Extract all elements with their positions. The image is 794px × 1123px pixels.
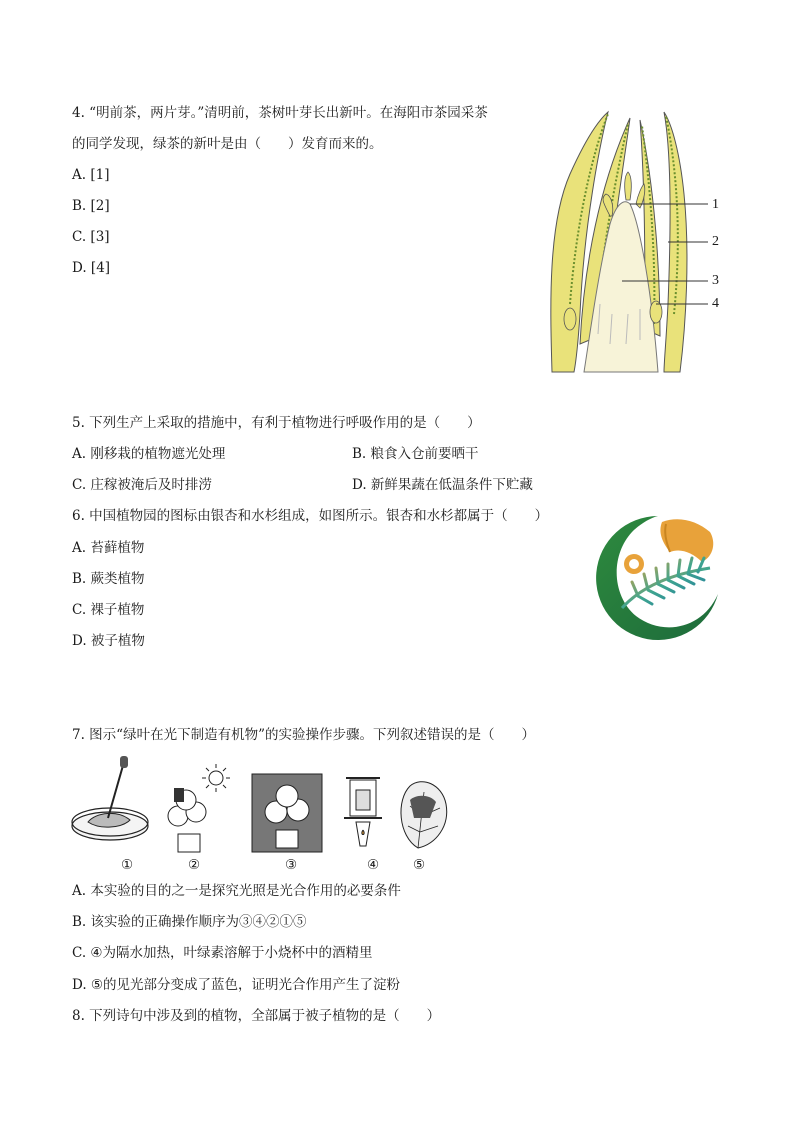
- q7-option-d[interactable]: D. ⑤的见光部分变成了蓝色，证明光合作用产生了淀粉: [72, 977, 401, 993]
- step3-dark-box-illustration: [252, 774, 322, 852]
- q5-option-c[interactable]: C. 庄稼被淹后及时排涝: [72, 477, 212, 493]
- q5-option-b[interactable]: B. 粮食入仓前要晒干: [352, 446, 479, 462]
- q7-option-a[interactable]: A. 本实验的目的之一是探究光照是光合作用的必要条件: [72, 883, 401, 899]
- q8-stem: 8. 下列诗句中涉及到的植物，全部属于被子植物的是（ ）: [72, 1008, 441, 1024]
- q6-option-c[interactable]: C. 裸子植物: [72, 602, 145, 618]
- q4-option-a[interactable]: A. [1]: [72, 167, 110, 183]
- step-label-5: ⑤: [413, 857, 426, 873]
- q5-option-d[interactable]: D. 新鲜果蔬在低温条件下贮藏: [352, 477, 533, 493]
- step-label-4: ④: [367, 857, 380, 873]
- q6-option-d[interactable]: D. 被子植物: [72, 633, 145, 649]
- step-label-1: ①: [121, 857, 134, 873]
- botanical-garden-logo: [592, 512, 724, 644]
- leaf-bud-diagram: [540, 104, 740, 376]
- q5-option-a[interactable]: A. 刚移栽的植物遮光处理: [72, 446, 226, 462]
- step1-dish-illustration: [72, 756, 148, 840]
- step4-water-bath-illustration: [344, 778, 382, 846]
- q4-option-d[interactable]: D. [4]: [72, 260, 111, 276]
- q7-option-c[interactable]: C. ④为隔水加热，叶绿素溶解于小烧杯中的酒精里: [72, 945, 373, 961]
- label-3: 3: [712, 273, 719, 288]
- label-4: 4: [712, 296, 719, 311]
- q6-stem: 6. 中国植物园的图标由银杏和水杉组成，如图所示。银杏和水杉都属于（ ）: [72, 508, 549, 524]
- experiment-steps-figure: [70, 756, 450, 856]
- q4-stem-line1: 4. “明前茶，两片芽。”清明前，茶树叶芽长出新叶。在海阳市茶园采茶: [72, 105, 488, 121]
- q5-stem: 5. 下列生产上采取的措施中，有利于植物进行呼吸作用的是（ ）: [72, 415, 481, 431]
- q6-option-b[interactable]: B. 蕨类植物: [72, 571, 145, 587]
- label-2: 2: [712, 234, 719, 249]
- q7-stem: 7. 图示“绿叶在光下制造有机物”的实验操作步骤。下列叙述错误的是（ ）: [72, 727, 535, 743]
- q4-option-b[interactable]: B. [2]: [72, 198, 110, 214]
- step-label-3: ③: [285, 857, 298, 873]
- q7-option-b[interactable]: B. 该实验的正确操作顺序为③④②①⑤: [72, 914, 307, 930]
- label-1: 1: [712, 197, 719, 212]
- q4-stem-line2: 的同学发现，绿茶的新叶是由（ ）发育而来的。: [72, 136, 383, 152]
- q4-option-c[interactable]: C. [3]: [72, 229, 110, 245]
- step-label-2: ②: [188, 857, 201, 873]
- q6-option-a[interactable]: A. 苔藓植物: [72, 540, 145, 556]
- step2-plant-sun-illustration: [168, 764, 230, 852]
- step5-leaf-illustration: [401, 782, 447, 848]
